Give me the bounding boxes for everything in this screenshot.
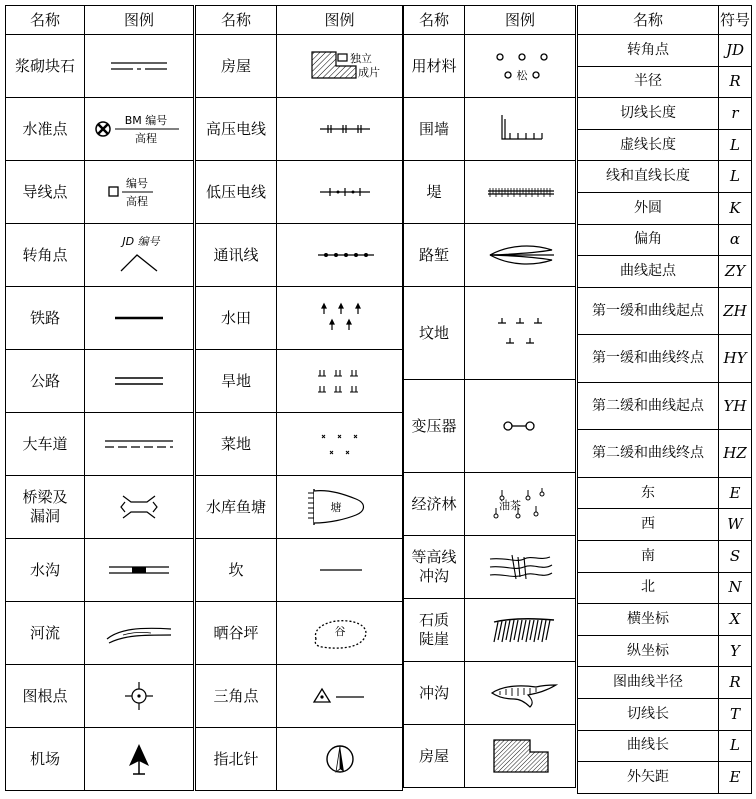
table-row: [404, 380, 576, 473]
table-row: [6, 224, 194, 287]
table-row: [578, 604, 752, 636]
table-row: [196, 287, 403, 350]
term-name: 切线长: [578, 698, 719, 730]
term-symbol: E: [719, 477, 752, 509]
table-row: [196, 224, 403, 287]
item-name: [6, 476, 85, 539]
legend-header: 图例: [465, 6, 576, 35]
airport-icon: [119, 740, 159, 778]
item-name: 用材料: [404, 35, 465, 98]
item-name-line2: 陡崖: [418, 630, 449, 648]
item-name-line1: 桥梁及: [22, 488, 68, 506]
jd-label: JD 编号: [122, 235, 160, 248]
item-name: 水田: [196, 287, 277, 350]
table-row: [578, 430, 752, 478]
table-row: [578, 698, 752, 730]
benchmark-top-label: BM 编号: [124, 114, 168, 127]
table-row: [404, 224, 576, 287]
table-row: [404, 662, 576, 725]
table-row: [578, 161, 752, 193]
table-row: [196, 728, 403, 791]
item-name: 冲沟: [404, 662, 465, 725]
table-row: [578, 667, 752, 699]
house-icon: [290, 48, 390, 84]
table-row: [6, 665, 194, 728]
enclosure-wall-icon: [470, 111, 570, 147]
legend-table-2: [195, 5, 403, 791]
term-name: 南: [578, 540, 719, 572]
road-cut-icon: [470, 240, 570, 270]
term-symbol: L: [719, 730, 752, 762]
graveyard-icon: [470, 313, 570, 353]
benchmark-bottom-label: 高程: [135, 132, 157, 145]
table-row: [404, 473, 576, 536]
vegetable-field-icon: [290, 427, 390, 461]
item-name: 围墙: [404, 98, 465, 161]
term-name: 第二缓和曲线起点: [578, 382, 719, 430]
item-name: 变压器: [404, 380, 465, 473]
bridge-culvert-icon: [99, 490, 179, 524]
term-name: 虚线长度: [578, 129, 719, 161]
pond-label: 塘: [330, 501, 341, 514]
table-row: [578, 287, 752, 335]
symbol-table: [577, 5, 752, 794]
north-arrow-icon: [320, 741, 360, 777]
term-symbol: L: [719, 161, 752, 193]
table-row: [578, 224, 752, 256]
term-symbol: T: [719, 698, 752, 730]
table-row: [196, 476, 403, 539]
term-name: 曲线起点: [578, 256, 719, 288]
table-row: [578, 192, 752, 224]
term-name: 西: [578, 509, 719, 541]
fish-pond-icon: [290, 485, 390, 529]
economic-forest-icon: [470, 484, 570, 524]
control-point-icon: [119, 679, 159, 713]
table-row: [6, 602, 194, 665]
item-name: 房屋: [196, 35, 277, 98]
table-row: [6, 350, 194, 413]
table-row: [578, 509, 752, 541]
highway-icon: [99, 374, 179, 388]
transformer-icon: [470, 418, 570, 434]
table-row: [578, 35, 752, 67]
table-row: [6, 476, 194, 539]
term-symbol: N: [719, 572, 752, 604]
item-name: 菜地: [196, 413, 277, 476]
table-row: [196, 35, 403, 98]
table-row: [578, 129, 752, 161]
term-symbol: Y: [719, 635, 752, 667]
table-row: [196, 602, 403, 665]
item-name: 大车道: [6, 413, 85, 476]
term-symbol: R: [719, 66, 752, 98]
building-icon: [470, 736, 570, 776]
term-symbol: JD: [719, 35, 752, 67]
term-symbol: R: [719, 667, 752, 699]
table-row: [404, 725, 576, 788]
item-name: [404, 536, 465, 599]
term-symbol: L: [719, 129, 752, 161]
threshing-ground-icon: [290, 613, 390, 653]
item-name-line1: 石质: [418, 611, 449, 629]
benchmark-icon: [89, 109, 189, 149]
table-row: [578, 256, 752, 288]
term-symbol: YH: [719, 382, 752, 430]
item-name: 公路: [6, 350, 85, 413]
dry-land-icon: [290, 364, 390, 398]
table-row: [578, 382, 752, 430]
item-name: 堤: [404, 161, 465, 224]
cart-road-icon: [99, 437, 179, 451]
term-symbol: X: [719, 604, 752, 636]
table-row: [196, 539, 403, 602]
timber-forest-icon: [470, 47, 570, 85]
table-row: [404, 161, 576, 224]
legend-header: 图例: [277, 6, 403, 35]
railway-icon: [99, 313, 179, 323]
table-header: [6, 6, 194, 35]
scarp-icon: [290, 565, 390, 575]
item-name: 高压电线: [196, 98, 277, 161]
table-row: [6, 539, 194, 602]
item-name: 机场: [6, 728, 85, 791]
term-symbol: α: [719, 224, 752, 256]
name-header: 名称: [578, 6, 719, 35]
table-row: [6, 161, 194, 224]
term-symbol: HZ: [719, 430, 752, 478]
river-icon: [99, 621, 179, 645]
triangulation-point-icon: [290, 685, 390, 707]
table-row: [578, 98, 752, 130]
table-row: [404, 536, 576, 599]
table-row: [6, 413, 194, 476]
term-name: 第二缓和曲线终点: [578, 430, 719, 478]
legend-table-3: [403, 5, 576, 788]
item-name: 晒谷坪: [196, 602, 277, 665]
term-name: 半径: [578, 66, 719, 98]
term-name: 偏角: [578, 224, 719, 256]
term-symbol: HY: [719, 335, 752, 383]
term-name: 转角点: [578, 35, 719, 67]
ditch-icon: [99, 563, 179, 577]
table-row: [578, 572, 752, 604]
term-symbol: S: [719, 540, 752, 572]
table-row: [578, 477, 752, 509]
item-name: 导线点: [6, 161, 85, 224]
term-symbol: E: [719, 762, 752, 794]
table-row: [196, 665, 403, 728]
table-row: [196, 161, 403, 224]
term-name: 第一缓和曲线终点: [578, 335, 719, 383]
table-header: [578, 6, 752, 35]
item-name-line2: 冲沟: [418, 567, 449, 585]
item-name: 水沟: [6, 539, 85, 602]
legend-table-1: [5, 5, 194, 791]
table-header: [404, 6, 576, 35]
table-row: [404, 599, 576, 662]
term-name: 外矢距: [578, 762, 719, 794]
gully-icon: [470, 675, 570, 711]
item-name-line1: 等高线: [411, 548, 457, 566]
term-name: 东: [578, 477, 719, 509]
turning-point-icon: [99, 233, 179, 277]
high-voltage-line-icon: [290, 121, 390, 137]
term-name: 切线长度: [578, 98, 719, 130]
table-row: [6, 98, 194, 161]
table-row: [404, 35, 576, 98]
telecom-line-icon: [290, 249, 390, 261]
rock-cliff-icon: [470, 612, 570, 648]
table-row: [578, 335, 752, 383]
paddy-field-icon: [290, 300, 390, 336]
embankment-icon: [470, 184, 570, 200]
traverse-point-icon: [89, 172, 189, 212]
grain-label: 谷: [334, 625, 345, 638]
term-symbol: K: [719, 192, 752, 224]
item-name: 图根点: [6, 665, 85, 728]
term-symbol: ZH: [719, 287, 752, 335]
name-header: 名称: [6, 6, 85, 35]
table-row: [196, 350, 403, 413]
term-name: 横坐标: [578, 604, 719, 636]
term-symbol: W: [719, 509, 752, 541]
item-name: 房屋: [404, 725, 465, 788]
term-name: 北: [578, 572, 719, 604]
item-name: 通讯线: [196, 224, 277, 287]
table-row: [578, 762, 752, 794]
item-name: 路堑: [404, 224, 465, 287]
symbol-header: 符号: [719, 6, 752, 35]
table-row: [578, 540, 752, 572]
table-row: [6, 728, 194, 791]
item-name: 坟地: [404, 287, 465, 380]
item-name: 水库鱼塘: [196, 476, 277, 539]
item-name: 浆砌块石: [6, 35, 85, 98]
table-row: [404, 287, 576, 380]
item-name: 经济林: [404, 473, 465, 536]
name-header: 名称: [404, 6, 465, 35]
term-name: 线和直线长度: [578, 161, 719, 193]
traverse-top-label: 编号: [126, 177, 148, 190]
item-name: 指北针: [196, 728, 277, 791]
item-name: 转角点: [6, 224, 85, 287]
table-row: [196, 413, 403, 476]
term-symbol: ZY: [719, 256, 752, 288]
legend-header: 图例: [85, 6, 194, 35]
item-name: [404, 599, 465, 662]
tea-oil-label: 油茶: [499, 499, 521, 512]
item-name: 铁路: [6, 287, 85, 350]
masonry-wall-icon: [99, 56, 179, 76]
table-row: [196, 98, 403, 161]
item-name: 旱地: [196, 350, 277, 413]
table-row: [578, 635, 752, 667]
table-row: [578, 730, 752, 762]
table-row: [6, 287, 194, 350]
table-row: [404, 98, 576, 161]
house-single-label: 独立: [349, 52, 372, 65]
pine-label: 松: [516, 69, 528, 82]
term-symbol: r: [719, 98, 752, 130]
term-name: 外圆: [578, 192, 719, 224]
table-row: [578, 66, 752, 98]
item-name: 河流: [6, 602, 85, 665]
item-name-line2: 漏洞: [29, 507, 60, 525]
traverse-bottom-label: 高程: [126, 195, 148, 208]
term-name: 图曲线半径: [578, 667, 719, 699]
item-name: 低压电线: [196, 161, 277, 224]
item-name: 坎: [196, 539, 277, 602]
term-name: 第一缓和曲线起点: [578, 287, 719, 335]
house-group-label: 成片: [357, 66, 380, 79]
term-name: 曲线长: [578, 730, 719, 762]
item-name: 水准点: [6, 98, 85, 161]
term-name: 纵坐标: [578, 635, 719, 667]
table-header: [196, 6, 403, 35]
table-row: [6, 35, 194, 98]
low-voltage-line-icon: [290, 184, 390, 200]
name-header: 名称: [196, 6, 277, 35]
item-name: 三角点: [196, 665, 277, 728]
contour-gully-icon: [470, 549, 570, 585]
